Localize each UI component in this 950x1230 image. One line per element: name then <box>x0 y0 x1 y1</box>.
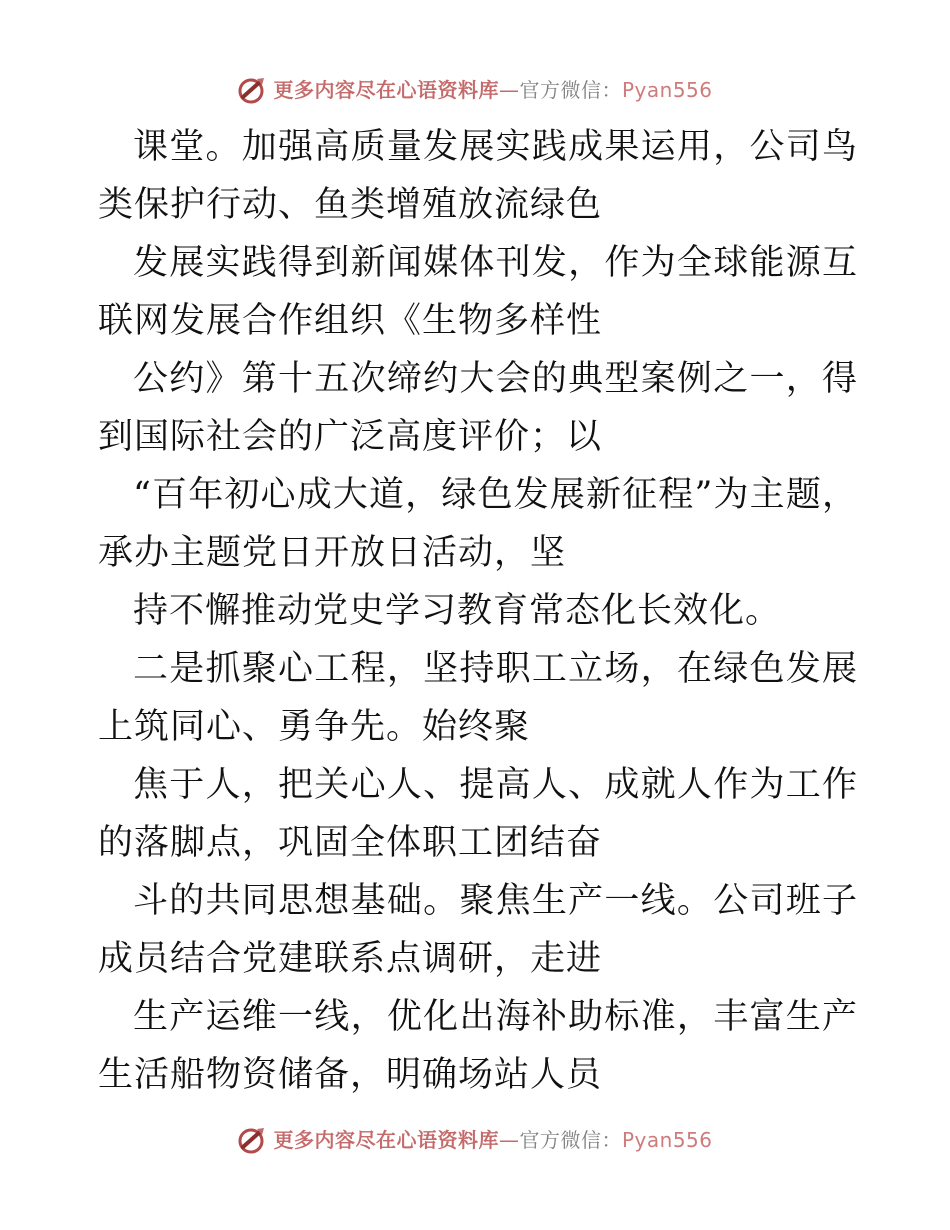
footer-banner-id: Pyan556 <box>621 1128 713 1152</box>
header-banner-dash: — <box>498 78 520 102</box>
paragraph-4: “百年初心成大道，绿色发展新征程”为主题，承办主题党日开放日活动，坚 <box>98 475 858 573</box>
footer-banner-text <box>273 1130 712 1150</box>
paragraph-2: 发展实践得到新闻媒体刊发，作为全球能源互联网发展合作组织《生物多样性 <box>98 243 858 341</box>
paragraph-9: 生产运维一线，优化出海补助标准，丰富生产生活船物资储备，明确场站人员 <box>98 997 858 1095</box>
paragraph-1: 课堂。加强高质量发展实践成果运用，公司鸟类保护行动、鱼类增殖放流绿色 <box>98 127 858 225</box>
footer-banner-dash: — <box>498 1128 520 1152</box>
header-banner-sub: 官方微信： <box>519 78 622 102</box>
brush-circle-logo-icon <box>237 75 267 105</box>
paragraph-3: 公约》第十五次缔约大会的典型案例之一，得到国际社会的广泛高度评价；以 <box>98 359 858 457</box>
paragraph-7: 焦于人，把关心人、提高人、成就人作为工作的落脚点，巩固全体职工团结奋 <box>98 765 858 863</box>
footer-banner-sub: 官方微信： <box>519 1128 622 1152</box>
header-banner <box>0 70 950 110</box>
header-banner-id: Pyan556 <box>621 78 713 102</box>
document-body <box>98 118 858 1104</box>
paragraph-6: 二是抓聚心工程，坚持职工立场，在绿色发展上筑同心、勇争先。始终聚 <box>98 649 858 747</box>
paragraph-8: 斗的共同思想基础。聚焦生产一线。公司班子成员结合党建联系点调研，走进 <box>98 881 858 979</box>
footer-banner <box>0 1120 950 1160</box>
header-banner-main: 更多内容尽在心语资料库 <box>273 78 499 102</box>
header-banner-text <box>273 80 712 100</box>
brush-circle-logo-icon <box>237 1125 267 1155</box>
footer-banner-main: 更多内容尽在心语资料库 <box>273 1128 499 1152</box>
paragraph-5: 持不懈推动党史学习教育常态化长效化。 <box>133 591 782 631</box>
